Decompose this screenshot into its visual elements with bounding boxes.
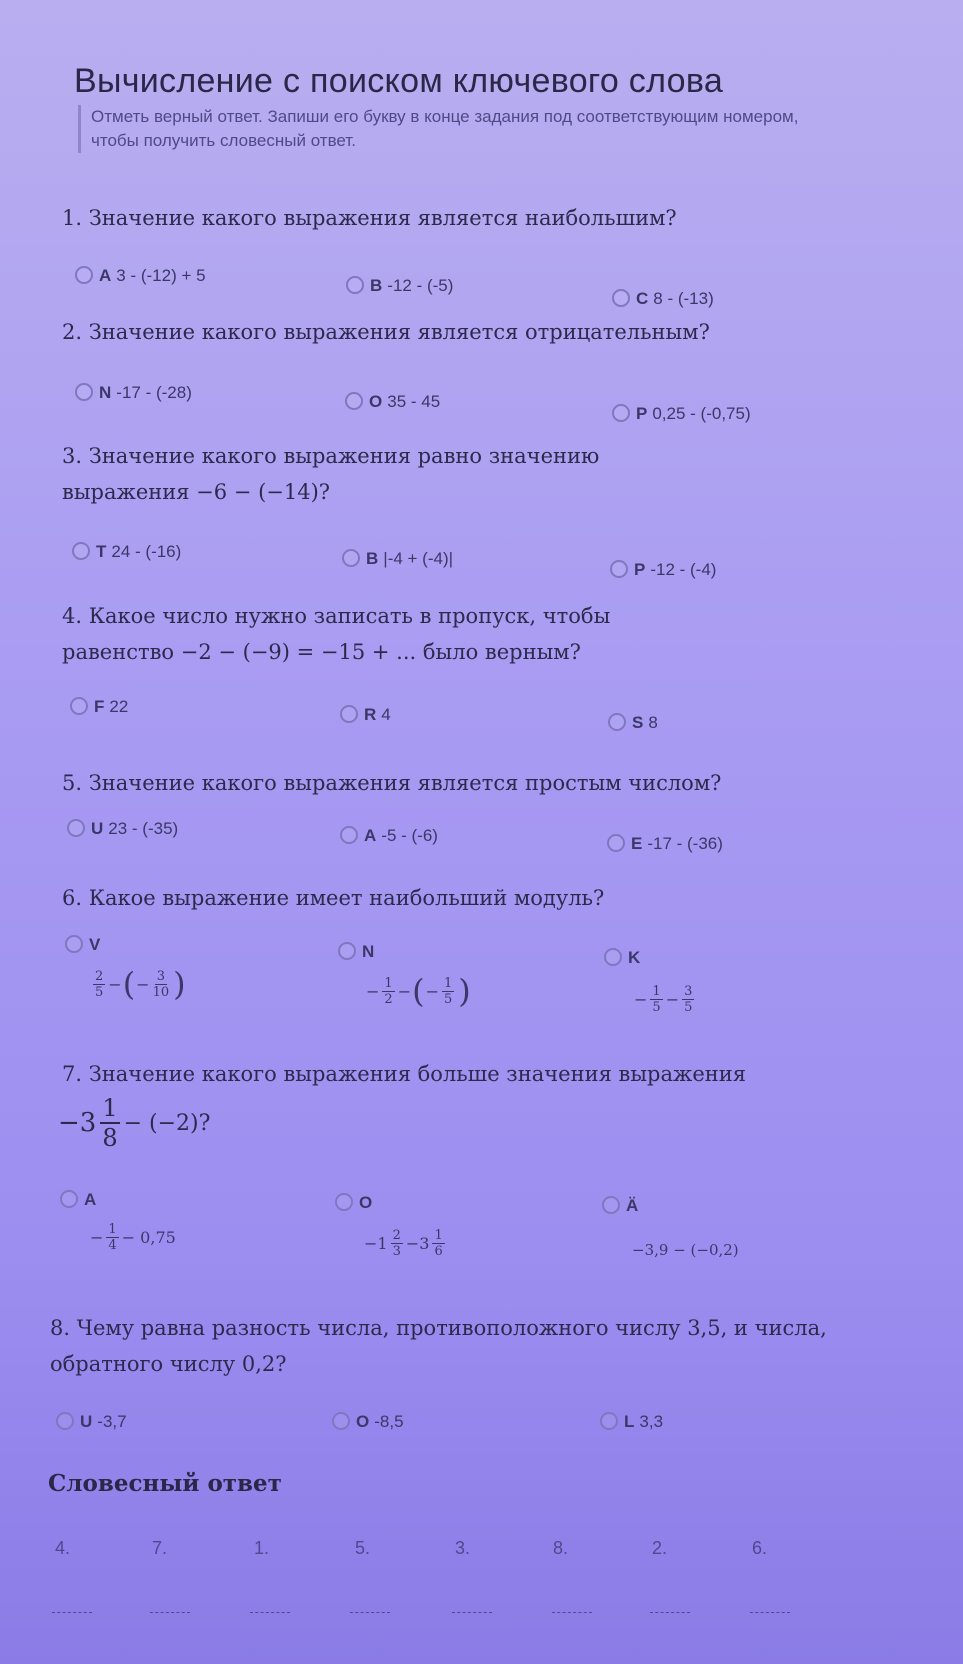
radio-icon[interactable] bbox=[60, 1190, 78, 1208]
answer-slot-label: 3. bbox=[455, 1538, 471, 1558]
radio-icon[interactable] bbox=[75, 383, 93, 401]
q3-option-b[interactable]: B |-4 + (-4)| bbox=[342, 549, 453, 569]
q3-option-p[interactable]: P -12 - (-4) bbox=[610, 560, 716, 580]
q1-option-b[interactable]: B -12 - (-5) bbox=[346, 276, 453, 296]
instruction-text: Отметь верный ответ. Запиши его букву в конце задания под соответствующим номером, чтобы получить словесный ответ. bbox=[78, 105, 831, 153]
q7-a-expression: − $\frac{1}{4}$ − 0,75 bbox=[90, 1222, 176, 1253]
answer-blank[interactable] bbox=[750, 1612, 790, 1613]
q4-option-f[interactable]: F 22 bbox=[70, 697, 128, 717]
question-8: 8. Чему равна разность числа, противоположного числу 3,5, и числа, обратного числу 0,2? bbox=[50, 1316, 827, 1376]
q5-option-e[interactable]: E -17 - (-36) bbox=[607, 834, 723, 854]
radio-icon[interactable] bbox=[335, 1193, 353, 1211]
q6-option-v[interactable]: V bbox=[65, 935, 105, 955]
radio-icon[interactable] bbox=[338, 942, 356, 960]
answer-blank[interactable] bbox=[150, 1612, 190, 1613]
q6-option-n[interactable]: N bbox=[338, 942, 379, 962]
radio-icon[interactable] bbox=[346, 276, 364, 294]
q6-n-expression: − $\frac{1}{2}$ − ( − $\frac{1}{5}$ ) bbox=[366, 972, 471, 1010]
q6-v-expression: $\frac{2}{5}$ − ( − $\frac{3}{10}$ ) bbox=[95, 965, 186, 1003]
q8-option-u[interactable]: U -3,7 bbox=[56, 1412, 127, 1432]
q7-main-expression: −3 1 8 − (−2)? bbox=[58, 1094, 211, 1152]
q6-option-k[interactable]: K bbox=[604, 948, 645, 968]
radio-icon[interactable] bbox=[70, 697, 88, 715]
answer-slot-label: 4. bbox=[55, 1538, 71, 1558]
answer-blank[interactable] bbox=[350, 1612, 390, 1613]
q7-option-o[interactable]: O bbox=[335, 1193, 377, 1213]
answer-slot-label: 2. bbox=[652, 1538, 668, 1558]
q7-option-a[interactable]: A bbox=[60, 1190, 101, 1210]
radio-icon[interactable] bbox=[600, 1412, 618, 1430]
q2-option-n[interactable]: N -17 - (-28) bbox=[75, 383, 192, 403]
q8-option-l[interactable]: L 3,3 bbox=[600, 1412, 663, 1432]
radio-icon[interactable] bbox=[612, 404, 630, 422]
radio-icon[interactable] bbox=[332, 1412, 350, 1430]
q6-k-expression: − $\frac{1}{5}$ − $\frac{3}{5}$ bbox=[634, 984, 693, 1015]
radio-icon[interactable] bbox=[604, 948, 622, 966]
q3-option-t[interactable]: T 24 - (-16) bbox=[72, 542, 181, 562]
answer-slot-label: 5. bbox=[355, 1538, 371, 1558]
answer-blank[interactable] bbox=[452, 1612, 492, 1613]
q2-option-p[interactable]: P 0,25 - (-0,75) bbox=[612, 404, 751, 424]
q7-option-ae[interactable]: Ä bbox=[602, 1196, 643, 1216]
radio-icon[interactable] bbox=[56, 1412, 74, 1430]
q4-option-r[interactable]: R 4 bbox=[340, 705, 391, 725]
q7-o-expression: −1 $\frac{2}{3}$ − 3 $\frac{1}{6}$ bbox=[364, 1228, 443, 1259]
answer-slot-label: 1. bbox=[254, 1538, 270, 1558]
radio-icon[interactable] bbox=[72, 542, 90, 560]
radio-icon[interactable] bbox=[612, 289, 630, 307]
radio-icon[interactable] bbox=[607, 834, 625, 852]
q1-option-a[interactable]: A 3 - (-12) + 5 bbox=[75, 266, 206, 286]
q5-option-a[interactable]: A -5 - (-6) bbox=[340, 826, 438, 846]
answer-slot-label: 7. bbox=[152, 1538, 168, 1558]
question-5: 5. Значение какого выражения является простым числом? bbox=[62, 771, 722, 795]
answer-blank[interactable] bbox=[250, 1612, 290, 1613]
answer-blank[interactable] bbox=[650, 1612, 690, 1613]
radio-icon[interactable] bbox=[342, 549, 360, 567]
answer-slot-label: 6. bbox=[752, 1538, 768, 1558]
radio-icon[interactable] bbox=[610, 560, 628, 578]
question-4: 4. Какое число нужно записать в пропуск, чтобы равенство −2 − (−9) = −15 + ... было верным? bbox=[62, 604, 611, 664]
answer-title: Словесный ответ bbox=[48, 1470, 282, 1497]
question-1: 1. Значение какого выражения является наибольшим? bbox=[62, 206, 677, 230]
answer-blank[interactable] bbox=[52, 1612, 92, 1613]
q1-option-c[interactable]: C 8 - (-13) bbox=[612, 289, 714, 309]
radio-icon[interactable] bbox=[345, 392, 363, 410]
q8-option-o[interactable]: O -8,5 bbox=[332, 1412, 404, 1432]
question-3: 3. Значение какого выражения равно значению выражения −6 − (−14)? bbox=[62, 444, 600, 504]
answer-slot-label: 8. bbox=[553, 1538, 569, 1558]
radio-icon[interactable] bbox=[608, 713, 626, 731]
q7-ae-expression: −3,9 − (−0,2) bbox=[632, 1241, 739, 1259]
page-title: Вычисление с поиском ключевого слова bbox=[74, 62, 724, 100]
radio-icon[interactable] bbox=[67, 819, 85, 837]
question-6: 6. Какое выражение имеет наибольший модуль? bbox=[62, 886, 605, 910]
question-2: 2. Значение какого выражения является отрицательным? bbox=[62, 320, 710, 344]
radio-icon[interactable] bbox=[65, 935, 83, 953]
radio-icon[interactable] bbox=[340, 705, 358, 723]
radio-icon[interactable] bbox=[75, 266, 93, 284]
q5-option-u[interactable]: U 23 - (-35) bbox=[67, 819, 178, 839]
radio-icon[interactable] bbox=[340, 826, 358, 844]
answer-blank[interactable] bbox=[552, 1612, 592, 1613]
radio-icon[interactable] bbox=[602, 1196, 620, 1214]
question-7: 7. Значение какого выражения больше значения выражения bbox=[62, 1062, 746, 1086]
q4-option-s[interactable]: S 8 bbox=[608, 713, 658, 733]
q2-option-o[interactable]: O 35 - 45 bbox=[345, 392, 440, 412]
